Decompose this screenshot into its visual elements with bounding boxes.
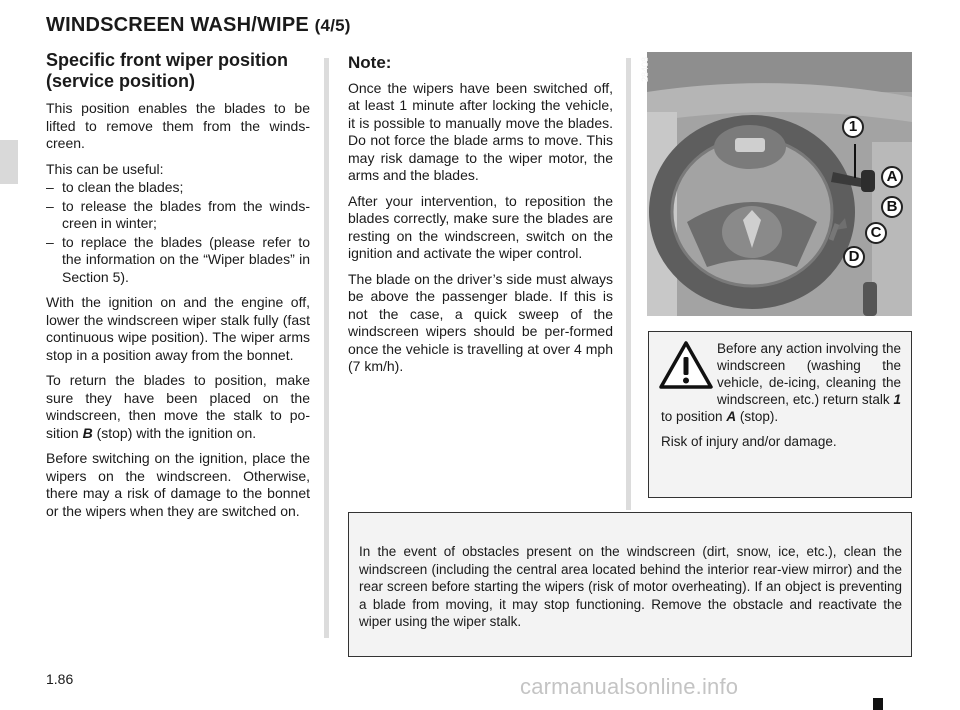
warning-text-c: (stop).: [739, 409, 779, 424]
label-c: C: [865, 222, 887, 244]
label-a: A: [881, 166, 903, 188]
steering-wheel-illustration: [647, 52, 912, 316]
left-column: [46, 50, 310, 528]
page-number: 1.86: [46, 671, 74, 687]
watermark: carmanualsonline.info: [520, 674, 739, 699]
return-text-a: To return the blades to position, make sure they have been placed on the windscreen, then move the stalk to po-sition: [46, 372, 310, 441]
middle-column: [348, 54, 613, 384]
list-item-text: to replace the blades (please refer to the information on the “Wiper blades” in Section 5).: [62, 233, 310, 285]
label-1: 1: [842, 116, 864, 138]
list-item-text: to release the blades from the winds-creen in winter;: [62, 197, 310, 231]
list-dash: –: [46, 197, 54, 214]
label-d: D: [843, 246, 865, 268]
section-tab: [0, 140, 18, 184]
page-title-text: WINDSCREEN WASH/WIPE: [46, 14, 309, 36]
column-divider: [626, 58, 631, 510]
before-paragraph: Before switching on the ignition, place the wipers on the windscreen. Otherwise, there may a risk of damage to the bonnet or the wipers when they are switched on.: [46, 450, 310, 519]
list-item: [46, 179, 310, 197]
label-b: B: [881, 196, 903, 218]
dashboard-photo: [640, 52, 912, 316]
useful-lead: This can be useful:: [46, 160, 164, 177]
note-heading: Note:: [348, 53, 392, 72]
note-paragraph: Once the wipers have been switched off, at least 1 minute after locking the vehicle, it is possible to manually move the blades. Do not force the blade arms to move. This may risk damage to the wiper motor, the arms and the blades.: [348, 79, 613, 183]
warning-text-a: Before any action involving the windscreen (washing the vehicle, de-icing, cleaning the windscreen, etc.) return stalk: [717, 341, 901, 407]
return-paragraph: [46, 372, 310, 442]
after-paragraph: After your intervention, to reposition the blades correctly, make sure the blades are resting on the windscreen, switch on the ignition and activate the wiper control.: [348, 192, 613, 261]
return-text-b: (stop) with the ignition on.: [96, 424, 257, 441]
position-key: B: [82, 424, 93, 441]
position-letter: A: [726, 409, 737, 424]
section-heading: Specific front wiper position (service position): [46, 50, 289, 91]
warning-box: [648, 331, 912, 498]
page-part: (4/5): [314, 16, 351, 35]
warning-text-b: to position: [661, 409, 723, 424]
intro-paragraph: This position enables the blades to be lifted to remove them from the winds-creen.: [46, 100, 310, 151]
risk-text: Risk of injury and/or damage.: [661, 434, 837, 449]
useful-list: [46, 179, 310, 286]
info-text: In the event of obstacles present on the windscreen (dirt, snow, ice, etc.), clean the windscreen (including the central area located behind the interior rear-view mirror) and the rear screen before starting the wipers (risk of motor overheating). If an object is preventing a blade from moving, it may stop functioning. Remove the obstacle and reactivate the wiper using the wiper stalk.: [359, 544, 902, 629]
corner-mark: [873, 698, 883, 710]
page-title: [46, 14, 351, 37]
blade-paragraph: The blade on the driver’s side must always be above the passenger blade. If this is not the case, a quick sweep of the windscreen wipers should be per-formed once the vehicle is travelling at over 4 mph (7 km/h).: [348, 270, 613, 374]
ignition-paragraph: With the ignition on and the engine off, lower the windscreen wiper stalk fully (fast continuous wipe position). The wiper arms stop in a position away from the bonnet.: [46, 294, 310, 363]
stalk-number: 1: [893, 392, 901, 407]
photo-code: 28408: [640, 56, 650, 82]
list-dash: –: [46, 233, 54, 250]
list-item: [46, 198, 310, 233]
warning-text: [661, 340, 901, 458]
list-item: [46, 234, 310, 287]
info-box: [348, 512, 912, 657]
list-item-text: to clean the blades;: [62, 179, 184, 195]
column-divider: [324, 58, 329, 638]
list-dash: –: [46, 179, 54, 195]
